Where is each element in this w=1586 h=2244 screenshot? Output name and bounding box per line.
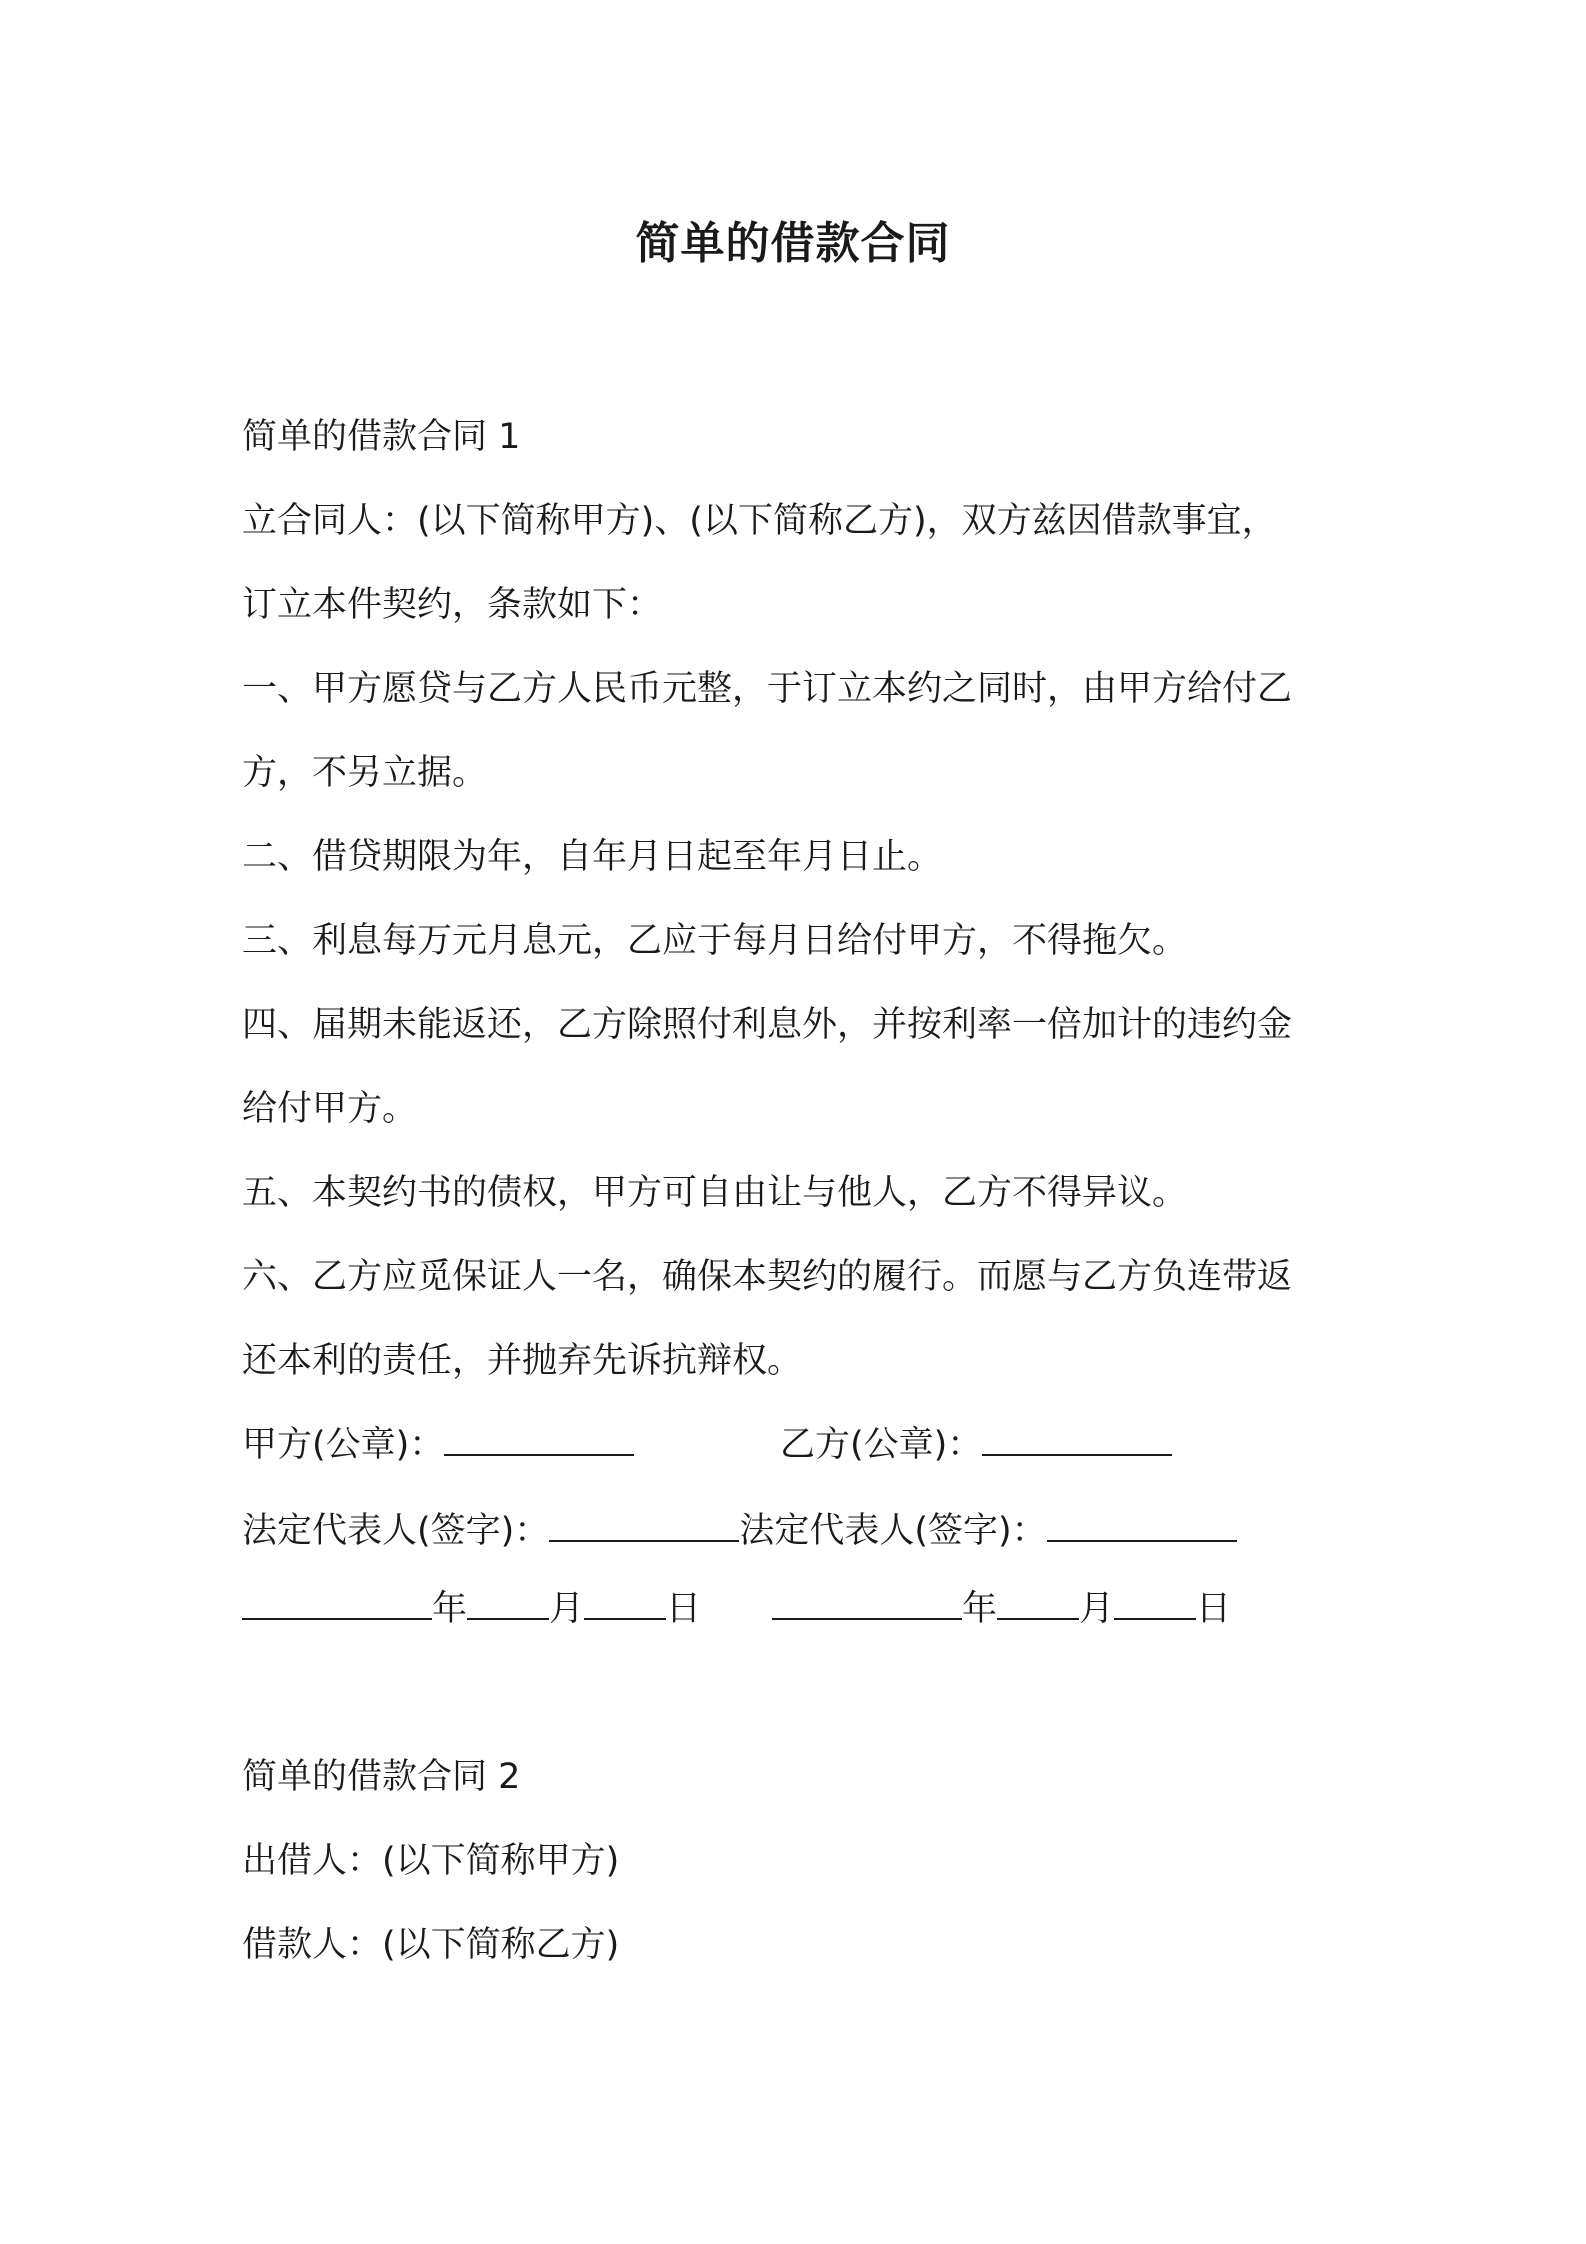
clause2: 二、借贷期限为年，自年月日起至年月日止。 — [242, 837, 943, 877]
party-a-rep-label: 法定代表人(签字)： — [242, 1511, 550, 1551]
contract1-intro-line1: 立合同人：(以下简称甲方)、(以下简称乙方)，双方兹因借款事宜， — [242, 501, 1277, 541]
date-b-year-label: 年 — [962, 1589, 998, 1629]
seal-row-b — [780, 1420, 1172, 1470]
seal-row — [242, 1420, 634, 1470]
contract2-borrower: 借款人：(以下简称乙方) — [242, 1925, 620, 1965]
clause4-line2: 给付甲方。 — [242, 1089, 418, 1129]
clause6-line1: 六、乙方应觅保证人一名，确保本契约的履行。而愿与乙方负连带返 — [242, 1257, 1293, 1297]
party-b-seal-blank — [982, 1424, 1172, 1456]
date-a-month-label: 月 — [549, 1589, 585, 1629]
clause1-line1: 一、甲方愿贷与乙方人民币元整，于订立本约之同时，由甲方给付乙 — [242, 669, 1293, 709]
clause3: 三、利息每万元月息元，乙应于每月日给付甲方，不得拖欠。 — [242, 921, 1188, 961]
date-a-day-label: 日 — [666, 1589, 702, 1629]
party-b-seal-label: 乙方(公章)： — [780, 1425, 983, 1465]
date-b-month-label: 月 — [1079, 1589, 1115, 1629]
date-b-day-blank — [1114, 1588, 1196, 1620]
party-a-rep-blank — [549, 1510, 739, 1542]
date-b-month-blank — [997, 1588, 1079, 1620]
representative-row — [242, 1506, 1237, 1556]
contract2-heading: 简单的借款合同 2 — [242, 1757, 521, 1797]
clause1-line2: 方，不另立据。 — [242, 753, 488, 793]
date-a-year-label: 年 — [432, 1589, 468, 1629]
date-b-day-label: 日 — [1196, 1589, 1232, 1629]
party-a-seal-label: 甲方(公章)： — [242, 1425, 445, 1465]
document-title: 简单的借款合同 — [635, 218, 951, 269]
clause4-line1: 四、届期未能返还，乙方除照付利息外，并按利率一倍加计的违约金 — [242, 1005, 1293, 1045]
date-row-b — [772, 1584, 1231, 1634]
contract2-lender: 出借人：(以下简称甲方) — [242, 1841, 620, 1881]
date-a-month-blank — [467, 1588, 549, 1620]
party-a-seal-blank — [444, 1424, 634, 1456]
clause6-line2: 还本利的责任，并抛弃先诉抗辩权。 — [242, 1341, 803, 1381]
date-a-year-blank — [242, 1588, 432, 1620]
date-a-day-blank — [584, 1588, 666, 1620]
party-b-rep-blank — [1047, 1510, 1237, 1542]
date-row-a — [242, 1584, 701, 1634]
party-b-rep-label: 法定代表人(签字)： — [739, 1511, 1047, 1551]
contract1-heading: 简单的借款合同 1 — [242, 417, 521, 457]
contract1-intro-line2: 订立本件契约，条款如下： — [242, 585, 663, 625]
clause5: 五、本契约书的债权，甲方可自由让与他人，乙方不得异议。 — [242, 1173, 1188, 1213]
date-b-year-blank — [772, 1588, 962, 1620]
